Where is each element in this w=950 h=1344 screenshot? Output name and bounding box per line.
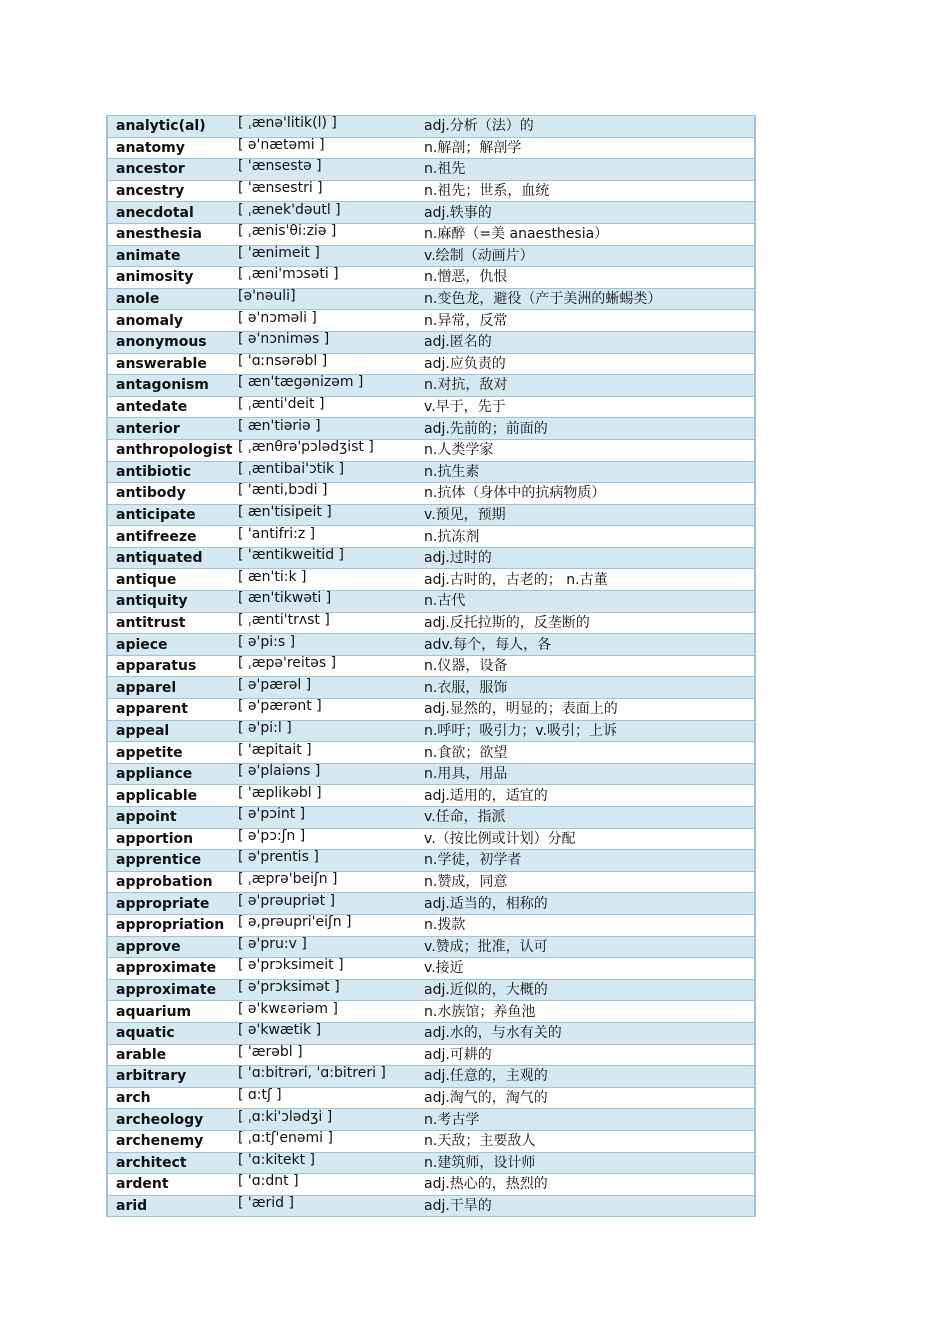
entry-word: animosity — [107, 267, 238, 289]
table-row — [107, 1066, 755, 1088]
entry-definition: n.水族馆；养鱼池 — [416, 1001, 755, 1023]
entry-phonetic-cell — [238, 331, 416, 353]
entry-word: ardent — [107, 1174, 238, 1196]
entry-word: analytic(al) — [107, 116, 238, 138]
entry-word: ancestry — [107, 180, 238, 202]
vocabulary-table — [106, 115, 756, 1217]
entry-phonetic-cell — [238, 547, 416, 569]
entry-definition: n.麻醉（=美 anaesthesia） — [416, 223, 755, 245]
table-row — [107, 375, 755, 397]
table-row — [107, 267, 755, 289]
entry-phonetic: [ ə'plaiəns ] — [238, 763, 321, 780]
entry-word: approximate — [107, 958, 238, 980]
entry-phonetic-cell — [238, 526, 416, 548]
entry-word: antagonism — [107, 375, 238, 397]
entry-word: apportion — [107, 828, 238, 850]
entry-definition: adj.显然的，明显的；表面上的 — [416, 699, 755, 721]
entry-word: antitrust — [107, 612, 238, 634]
entry-phonetic: [ ə'pɔint ] — [238, 806, 306, 823]
table-row — [107, 223, 755, 245]
entry-definition: v.早于，先于 — [416, 396, 755, 418]
entry-phonetic: [ ˌænti'trʌst ] — [238, 612, 330, 628]
entry-phonetic-cell — [238, 375, 416, 397]
entry-phonetic: [ ˌænis'θi:ziə ] — [238, 223, 337, 240]
entry-phonetic-cell — [238, 785, 416, 807]
entry-phonetic: [ ə'pɔ:ʃn ] — [238, 828, 306, 844]
entry-word: appetite — [107, 742, 238, 764]
entry-definition: n.憎恶，仇恨 — [416, 267, 755, 289]
entry-definition: n.解剖；解剖学 — [416, 137, 755, 159]
entry-word: antique — [107, 569, 238, 591]
table-row — [107, 871, 755, 893]
entry-phonetic-cell — [238, 1109, 416, 1131]
entry-phonetic-cell — [238, 439, 416, 461]
entry-phonetic-cell — [238, 720, 416, 742]
entry-word: archeology — [107, 1109, 238, 1131]
entry-phonetic-cell — [238, 418, 416, 440]
table-row — [107, 655, 755, 677]
entry-phonetic-cell — [238, 591, 416, 613]
entry-phonetic: [ æn'ti:k ] — [238, 568, 307, 585]
table-row — [107, 699, 755, 721]
entry-phonetic-cell — [238, 223, 416, 245]
entry-phonetic: [ 'æplikəbl ] — [238, 784, 322, 801]
entry-phonetic: [ 'æpitait ] — [238, 741, 312, 758]
entry-phonetic-cell — [238, 137, 416, 159]
entry-phonetic: [ 'ɑ:bitrəri, 'ɑ:bitreri ] — [238, 1065, 386, 1082]
entry-definition: v.（按比例或计划）分配 — [416, 828, 755, 850]
entry-phonetic: [ 'ænsestri ] — [238, 180, 323, 197]
entry-phonetic: [ ə'prentis ] — [238, 849, 319, 866]
entry-phonetic: [ ˌæprə'beiʃn ] — [238, 871, 338, 888]
table-row — [107, 418, 755, 440]
entry-definition: n.赞成，同意 — [416, 871, 755, 893]
entry-definition: n.抗冻剂 — [416, 526, 755, 548]
entry-word: approve — [107, 936, 238, 958]
entry-word: anthropologist — [107, 439, 238, 461]
entry-phonetic-cell — [238, 936, 416, 958]
entry-definition: adj.古时的，古老的； n.古董 — [416, 569, 755, 591]
table-row — [107, 547, 755, 569]
entry-phonetic-cell — [238, 245, 416, 267]
entry-definition: v.接近 — [416, 958, 755, 980]
table-row — [107, 439, 755, 461]
table-row — [107, 1044, 755, 1066]
entry-definition: adj.适当的，相称的 — [416, 893, 755, 915]
entry-definition: n.抗体（身体中的抗病物质） — [416, 483, 755, 505]
entry-phonetic-cell — [238, 828, 416, 850]
entry-phonetic-cell — [238, 504, 416, 526]
table-row — [107, 137, 755, 159]
table-row — [107, 893, 755, 915]
entry-definition: n.建筑师，设计师 — [416, 1152, 755, 1174]
entry-phonetic: [ ˌæntibai'ɔtik ] — [238, 461, 345, 477]
table-row — [107, 461, 755, 483]
entry-phonetic: [ 'ænimeit ] — [238, 245, 320, 261]
table-row — [107, 720, 755, 742]
entry-definition: adj.先前的；前面的 — [416, 418, 755, 440]
entry-definition: v.赞成；批准，认可 — [416, 936, 755, 958]
entry-phonetic-cell — [238, 634, 416, 656]
entry-word: anesthesia — [107, 223, 238, 245]
entry-phonetic: [ ˌænti'deit ] — [238, 396, 325, 413]
entry-phonetic-cell — [238, 1130, 416, 1152]
entry-phonetic: [ æn'tisipeit ] — [238, 504, 332, 520]
entry-word: appoint — [107, 807, 238, 829]
entry-phonetic: [ ə'nɔməli ] — [238, 309, 317, 326]
entry-phonetic: [ ˌænə'litik(l) ] — [238, 115, 337, 132]
entry-definition: adj.淘气的，淘气的 — [416, 1087, 755, 1109]
entry-phonetic: [ ˌɑ:ki'ɔlədʒi ] — [238, 1108, 333, 1125]
table-row — [107, 483, 755, 505]
table-row — [107, 1152, 755, 1174]
entry-definition: adj.轶事的 — [416, 202, 755, 224]
entry-phonetic-cell — [238, 1044, 416, 1066]
entry-phonetic-cell — [238, 483, 416, 505]
entry-word: appropriate — [107, 893, 238, 915]
entry-phonetic: [ ˌænθrə'pɔlədʒist ] — [238, 439, 374, 456]
entry-phonetic-cell — [238, 699, 416, 721]
table-row — [107, 677, 755, 699]
entry-word: architect — [107, 1152, 238, 1174]
entry-word: answerable — [107, 353, 238, 375]
entry-phonetic: [ ˌæni'mɔsəti ] — [238, 266, 339, 283]
entry-phonetic-cell — [238, 958, 416, 980]
table-row — [107, 353, 755, 375]
entry-phonetic: [ 'ænsestə ] — [238, 158, 322, 175]
entry-definition: adj.应负责的 — [416, 353, 755, 375]
entry-word: apprentice — [107, 850, 238, 872]
entry-word: aquarium — [107, 1001, 238, 1023]
entry-phonetic-cell — [238, 1087, 416, 1109]
entry-phonetic: [ ə'nɔniməs ] — [238, 331, 330, 348]
entry-definition: adj.可耕的 — [416, 1044, 755, 1066]
entry-phonetic: [ ə'pi:s ] — [238, 633, 296, 650]
table-row — [107, 331, 755, 353]
entry-phonetic-cell — [238, 979, 416, 1001]
entry-phonetic-cell — [238, 1152, 416, 1174]
entry-definition: n.仪器，设备 — [416, 655, 755, 677]
entry-word: aquatic — [107, 1022, 238, 1044]
table-row — [107, 526, 755, 548]
entry-definition: n.人类学家 — [416, 439, 755, 461]
entry-definition: v.任命，指派 — [416, 807, 755, 829]
entry-definition: n.抗生素 — [416, 461, 755, 483]
table-row — [107, 180, 755, 202]
table-row — [107, 785, 755, 807]
entry-phonetic: [ ɑ:tʃ ] — [238, 1087, 282, 1104]
table-row — [107, 1001, 755, 1023]
entry-phonetic: [ ə'pærəl ] — [238, 676, 312, 693]
entry-phonetic: [ 'antifri:z ] — [238, 525, 316, 542]
entry-word: antedate — [107, 396, 238, 418]
table-row — [107, 914, 755, 936]
entry-phonetic: [ 'ærəbl ] — [238, 1044, 303, 1060]
entry-word: antibody — [107, 483, 238, 505]
entry-definition: n.衣服，服饰 — [416, 677, 755, 699]
table-row — [107, 979, 755, 1001]
table-row — [107, 310, 755, 332]
entry-word: apparent — [107, 699, 238, 721]
entry-word: antifreeze — [107, 526, 238, 548]
table-row — [107, 202, 755, 224]
entry-definition: adj.匿名的 — [416, 331, 755, 353]
entry-phonetic: [ ə'pru:v ] — [238, 936, 307, 952]
entry-phonetic: [ æn'tægənizəm ] — [238, 374, 364, 391]
entry-word: ancestor — [107, 159, 238, 181]
table-row — [107, 116, 755, 138]
table-row — [107, 958, 755, 980]
entry-phonetic: [ ə'pærənt ] — [238, 698, 322, 715]
entry-definition: n.用具，用品 — [416, 763, 755, 785]
entry-word: appeal — [107, 720, 238, 742]
entry-word: arid — [107, 1195, 238, 1217]
entry-phonetic-cell — [238, 677, 416, 699]
entry-definition: n.天敌；主要敌人 — [416, 1130, 755, 1152]
entry-phonetic-cell — [238, 871, 416, 893]
entry-phonetic-cell — [238, 180, 416, 202]
table-row — [107, 569, 755, 591]
entry-phonetic-cell — [238, 1195, 416, 1217]
entry-word: anonymous — [107, 331, 238, 353]
entry-definition: n.学徒，初学者 — [416, 850, 755, 872]
entry-word: approbation — [107, 871, 238, 893]
entry-definition: adj.任意的，主观的 — [416, 1066, 755, 1088]
entry-definition: n.异常，反常 — [416, 310, 755, 332]
entry-phonetic: [ 'ɑ:dnt ] — [238, 1173, 299, 1190]
table-row — [107, 763, 755, 785]
entry-definition: n.考古学 — [416, 1109, 755, 1131]
table-row — [107, 612, 755, 634]
entry-phonetic-cell — [238, 655, 416, 677]
entry-definition: n.变色龙，避役（产于美洲的蜥蜴类） — [416, 288, 755, 310]
table-row — [107, 1174, 755, 1196]
entry-phonetic-cell — [238, 893, 416, 915]
entry-phonetic-cell — [238, 396, 416, 418]
entry-word: applicable — [107, 785, 238, 807]
entry-word: anole — [107, 288, 238, 310]
entry-definition: adv.每个，每人，各 — [416, 634, 755, 656]
entry-definition: adj.水的，与水有关的 — [416, 1022, 755, 1044]
table-row — [107, 245, 755, 267]
entry-word: apiece — [107, 634, 238, 656]
entry-phonetic: [ ə'pi:l ] — [238, 720, 292, 736]
entry-phonetic: [ 'ɑːnsərəbl ] — [238, 353, 328, 369]
entry-word: approximate — [107, 979, 238, 1001]
entry-phonetic: [ æn'tikwəti ] — [238, 590, 332, 607]
table-row — [107, 850, 755, 872]
entry-word: archenemy — [107, 1130, 238, 1152]
entry-phonetic: [ 'æntikweitid ] — [238, 547, 344, 564]
entry-phonetic: [ æn'tiəriə ] — [238, 417, 321, 434]
table-row — [107, 1130, 755, 1152]
entry-definition: adj.分析（法）的 — [416, 116, 755, 138]
entry-definition: adj.过时的 — [416, 547, 755, 569]
table-row — [107, 634, 755, 656]
entry-definition: adj.反托拉斯的，反垄断的 — [416, 612, 755, 634]
entry-phonetic-cell — [238, 742, 416, 764]
entry-phonetic-cell — [238, 569, 416, 591]
entry-phonetic: [ ə'prəupriət ] — [238, 892, 336, 909]
entry-word: arbitrary — [107, 1066, 238, 1088]
table-row — [107, 1087, 755, 1109]
table-row — [107, 1195, 755, 1217]
entry-word: antiquated — [107, 547, 238, 569]
entry-phonetic: [ 'ɑ:kitekt ] — [238, 1152, 315, 1168]
entry-phonetic-cell — [238, 914, 416, 936]
entry-phonetic-cell — [238, 1022, 416, 1044]
entry-word: appropriation — [107, 914, 238, 936]
entry-phonetic-cell — [238, 461, 416, 483]
entry-definition: adj.干旱的 — [416, 1195, 755, 1217]
entry-phonetic-cell — [238, 267, 416, 289]
entry-phonetic: [ ə,prəupri'eiʃn ] — [238, 914, 352, 931]
table-row — [107, 828, 755, 850]
entry-definition: adj.热心的，热烈的 — [416, 1174, 755, 1196]
entry-phonetic: [ ə'prɔksimeit ] — [238, 957, 344, 974]
entry-word: anterior — [107, 418, 238, 440]
entry-word: antiquity — [107, 591, 238, 613]
entry-definition: n.呼吁；吸引力；v.吸引；上诉 — [416, 720, 755, 742]
entry-phonetic: [ ə'kwætik ] — [238, 1022, 322, 1039]
entry-phonetic-cell — [238, 807, 416, 829]
entry-definition: v.绘制（动画片） — [416, 245, 755, 267]
entry-phonetic-cell — [238, 850, 416, 872]
table-row — [107, 936, 755, 958]
entry-phonetic-cell — [238, 763, 416, 785]
entry-word: animate — [107, 245, 238, 267]
table-row — [107, 1022, 755, 1044]
table-row — [107, 504, 755, 526]
entry-definition: v.预见，预期 — [416, 504, 755, 526]
entry-definition: adj.近似的，大概的 — [416, 979, 755, 1001]
table-row — [107, 288, 755, 310]
entry-word: appliance — [107, 763, 238, 785]
table-row — [107, 396, 755, 418]
entry-definition: n.祖先；世系，血统 — [416, 180, 755, 202]
entry-phonetic-cell — [238, 159, 416, 181]
table-row — [107, 159, 755, 181]
entry-definition: adj.适用的，适宜的 — [416, 785, 755, 807]
entry-definition: n.对抗，敌对 — [416, 375, 755, 397]
entry-phonetic-cell — [238, 1066, 416, 1088]
entry-word: anecdotal — [107, 202, 238, 224]
entry-phonetic-cell — [238, 1174, 416, 1196]
entry-phonetic: [ ə'kwɛəriəm ] — [238, 1000, 338, 1017]
entry-phonetic: [ ə'nætəmi ] — [238, 137, 325, 153]
entry-definition: n.拨款 — [416, 914, 755, 936]
entry-definition: n.祖先 — [416, 159, 755, 181]
entry-phonetic-cell — [238, 288, 416, 310]
entry-phonetic: [ ˌænek'dəutl ] — [238, 201, 341, 218]
table-row — [107, 1109, 755, 1131]
table-row — [107, 742, 755, 764]
entry-word: arable — [107, 1044, 238, 1066]
entry-definition: n.食欲；欲望 — [416, 742, 755, 764]
entry-phonetic: [ə'nəuli] — [238, 288, 296, 305]
entry-phonetic-cell — [238, 202, 416, 224]
entry-phonetic-cell — [238, 310, 416, 332]
entry-definition: n.古代 — [416, 591, 755, 613]
entry-phonetic-cell — [238, 1001, 416, 1023]
table-row — [107, 591, 755, 613]
entry-phonetic: [ 'ænti,bɔdi ] — [238, 482, 328, 499]
entry-phonetic-cell — [238, 612, 416, 634]
entry-phonetic: [ ˌɑ:tʃ'enəmi ] — [238, 1130, 333, 1147]
entry-word: apparel — [107, 677, 238, 699]
entry-word: antibiotic — [107, 461, 238, 483]
entry-phonetic: [ ˌæpə'reitəs ] — [238, 655, 337, 672]
entry-word: apparatus — [107, 655, 238, 677]
entry-word: arch — [107, 1087, 238, 1109]
entry-word: anatomy — [107, 137, 238, 159]
vocabulary-table-body — [107, 116, 755, 1217]
entry-phonetic-cell — [238, 353, 416, 375]
entry-phonetic: [ ə'prɔksimət ] — [238, 979, 340, 996]
entry-word: anomaly — [107, 310, 238, 332]
entry-phonetic-cell — [238, 116, 416, 138]
entry-phonetic: [ 'ærid ] — [238, 1195, 294, 1211]
table-row — [107, 807, 755, 829]
entry-word: anticipate — [107, 504, 238, 526]
